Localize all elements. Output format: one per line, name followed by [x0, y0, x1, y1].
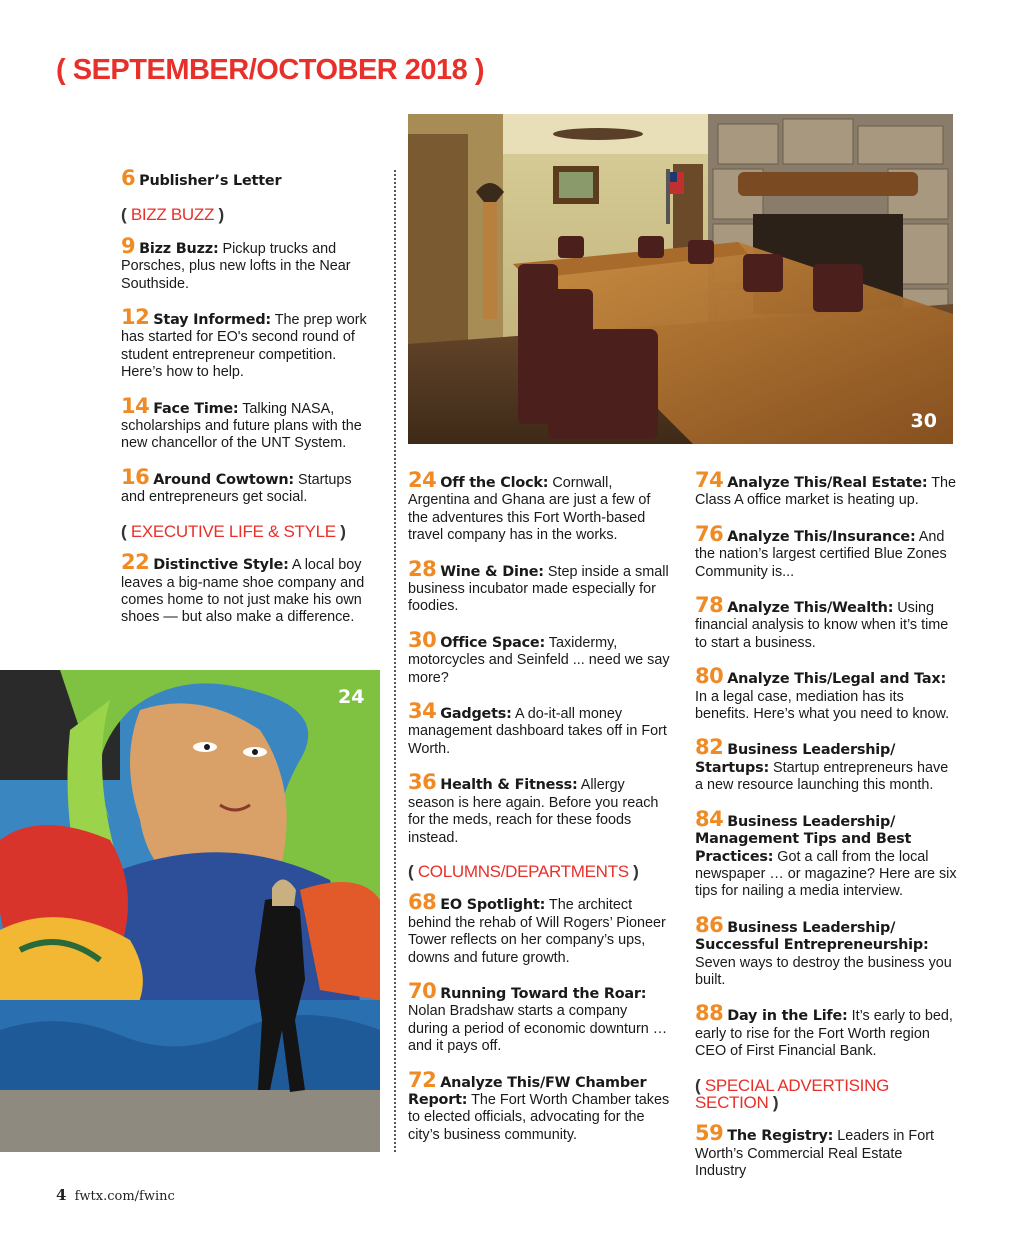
toc-column-1	[121, 166, 373, 643]
page-number: 4	[56, 1186, 67, 1204]
toc-entry: 70 Running Toward the Roar: Nolan Bradshaw starts a company during a period of economic downturn … and it pays off.	[408, 978, 668, 1055]
toc-entry: 82 Business Leadership/ Startups: Startup entrepreneurs have a new resource launching this month.	[695, 735, 949, 794]
toc-entry: 34 Gadgets: A do-it-all money management dashboard takes off in Fort Worth.	[408, 699, 667, 757]
toc-entry: 76 Analyze This/Insurance: And the nation’s largest certified Blue Zones Community is...	[695, 521, 947, 580]
toc-column-3	[695, 468, 957, 1197]
office-photo-illustration	[408, 114, 953, 444]
toc-entry: 14 Face Time: Talking NASA, scholarships and future plans with the new chancellor of the UNT System.	[121, 393, 362, 452]
section-heading-executive-life: ( EXECUTIVE LIFE & STYLE )	[121, 521, 346, 541]
issue-title: ( SEPTEMBER/OCTOBER 2018 )	[56, 54, 485, 86]
toc-entry: 80 Analyze This/Legal and Tax: In a legal case, mediation has its benefits. Here’s what you need to know.	[695, 664, 950, 723]
toc-entry: 78 Analyze This/Wealth: Using financial analysis to know when it’s time to start a business.	[695, 593, 949, 651]
page-footer	[56, 1186, 175, 1204]
toc-entry: 28 Wine & Dine: Step inside a small business incubator made especially for foodies.	[408, 556, 669, 615]
toc-entry: 12 Stay Informed: The prep work has started for EO's second round of student entrepreneur competition. Here’s how to help.	[121, 305, 367, 381]
toc-entry: 36 Health & Fitness: Allergy season is here again. Before you reach for the meds, reach for these foods instead.	[408, 770, 659, 846]
toc-entry: 6 Publisher’s Letter	[121, 166, 282, 190]
mural-photo-illustration	[0, 670, 380, 1152]
toc-entry: 9 Bizz Buzz: Pickup trucks and Porsches, plus new lofts in the Near Southside.	[121, 233, 351, 292]
office-photo	[408, 114, 953, 444]
section-heading-special-advertising: ( SPECIAL ADVERTISING SECTION )	[695, 1075, 890, 1112]
toc-entry: 88 Day in the Life: It’s early to bed, early to rise for the Fort Worth region CEO of First Financial Bank.	[695, 1001, 953, 1060]
column-divider	[394, 170, 396, 1152]
toc-entry: 22 Distinctive Style: A local boy leaves a big-name shoe company and comes home to not just make his own shoes — but also make a difference.	[121, 550, 365, 626]
toc-entry: 84 Business Leadership/ Management Tips and Best Practices: Got a call from the local newspaper … or magazine? Here are six tips for nailing a media interview.	[695, 806, 957, 900]
toc-entry: 68 EO Spotlight: The architect behind the rehab of Will Rogers’ Pioneer Tower reflects on her company’s ups, downs and future growth.	[408, 890, 666, 966]
toc-entry: 72 Analyze This/FW Chamber Report: The Fort Worth Chamber takes to elected officials, advocating for the city’s business community.	[408, 1067, 670, 1143]
toc-column-2	[408, 468, 670, 1160]
toc-entry: 16 Around Cowtown: Startups and entrepreneurs get social.	[121, 464, 352, 506]
toc-entry: 30 Office Space: Taxidermy, motorcycles and Seinfeld ... need we say more?	[408, 627, 670, 686]
section-heading-bizz-buzz: ( BIZZ BUZZ )	[121, 205, 224, 225]
toc-entry: 86 Business Leadership/ Successful Entrepreneurship: Seven ways to destroy the business you built.	[695, 912, 952, 988]
toc-entry: 59 The Registry: Leaders in Fort Worth’s Commercial Real Estate Industry	[695, 1121, 935, 1180]
toc-entry: 24 Off the Clock: Cornwall, Argentina and Ghana are just a few of the adventures this Fort Worth-based travel company has in the works.	[408, 468, 651, 544]
mural-photo-page-label: 24	[338, 686, 365, 708]
footer-url: fwtx.com/fwinc	[74, 1189, 175, 1204]
toc-entry: 74 Analyze This/Real Estate: The Class A office market is heating up.	[695, 468, 957, 509]
section-heading-columns-departments: ( COLUMNS/DEPARTMENTS )	[408, 861, 639, 881]
mural-photo	[0, 670, 380, 1152]
office-photo-page-label: 30	[910, 410, 937, 432]
